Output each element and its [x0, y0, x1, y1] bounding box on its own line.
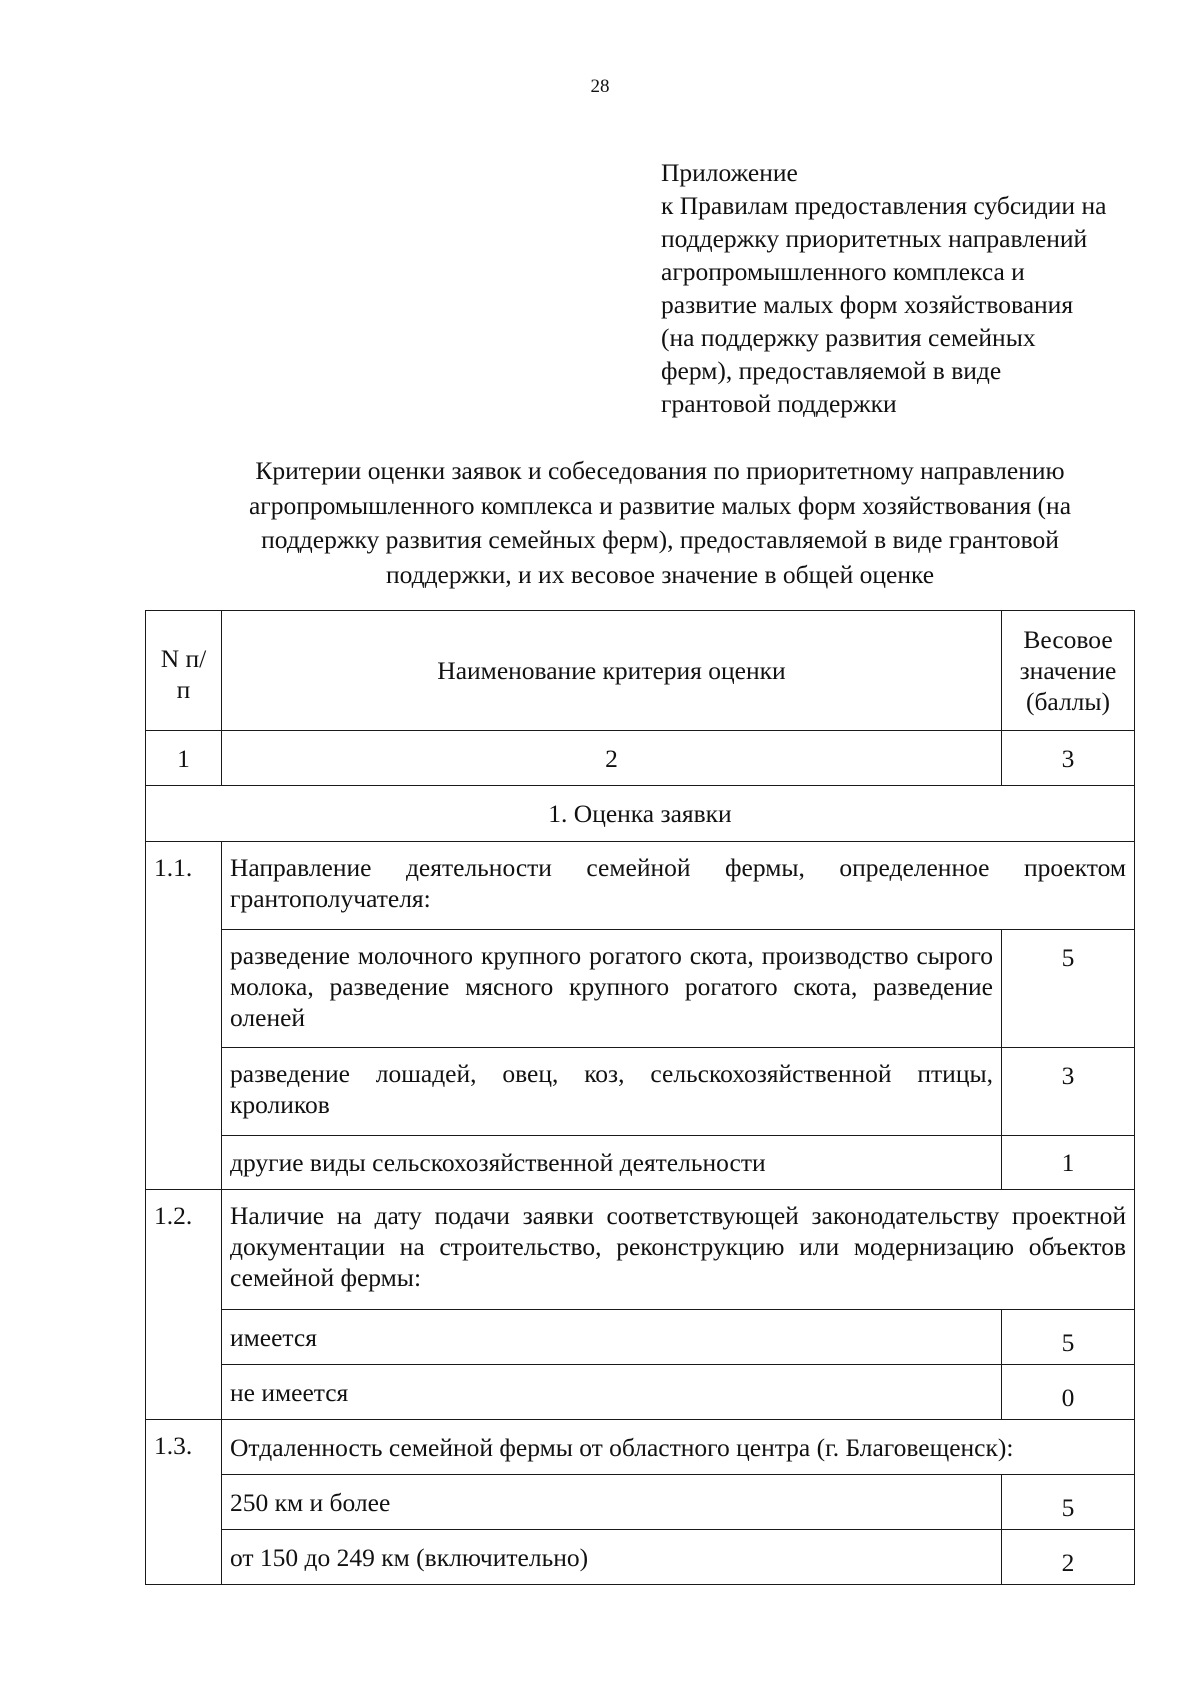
title-line: Критерии оценки заявок и собеседования по приоритетному направлению	[255, 456, 1065, 485]
option-label: 250 км и более	[222, 1475, 1002, 1530]
column-numbering-row	[146, 731, 1135, 786]
criterion-number: 1.1.	[146, 842, 222, 1190]
option-score: 5	[1002, 1475, 1135, 1530]
criterion-text: Наличие на дату подачи заявки соответствующей законодательству проектной документации на строительство, реконструкцию или модернизацию объектов семейной фермы:	[222, 1190, 1135, 1310]
option-label: не имеется	[222, 1365, 1002, 1420]
option-score: 5	[1002, 1310, 1135, 1365]
criterion-text: Отдаленность семейной фермы от областного центра (г. Благовещенск):	[222, 1420, 1135, 1475]
option-score: 0	[1002, 1365, 1135, 1420]
column-number-2: 2	[222, 731, 1002, 786]
table-row	[146, 930, 1135, 1048]
table-row	[146, 1365, 1135, 1420]
appendix-line: ферм), предоставляемой в виде	[661, 356, 1002, 385]
appendix-line: поддержку приоритетных направлений	[661, 224, 1088, 253]
option-score: 3	[1002, 1048, 1135, 1136]
appendix-line: Приложение	[661, 158, 798, 187]
page-number: 28	[590, 76, 610, 97]
title-line: поддержки, и их весовое значение в общей оценке	[385, 559, 935, 589]
option-label: разведение лошадей, овец, коз, сельскохозяйственной птицы, кроликов	[222, 1048, 1002, 1136]
header-weight: Весовое значение (баллы)	[1002, 611, 1135, 731]
appendix-line: агропромышленного комплекса и	[661, 257, 1025, 286]
option-label: от 150 до 249 км (включительно)	[222, 1530, 1002, 1585]
column-number-3: 3	[1002, 731, 1135, 786]
appendix-line: (на поддержку развития семейных	[661, 323, 1036, 352]
table-row	[146, 1310, 1135, 1365]
document-title	[150, 454, 1170, 592]
appendix-line: к Правилам предоставления субсидии на	[661, 191, 1107, 220]
criterion-number: 1.2.	[146, 1190, 222, 1420]
table-row	[146, 1190, 1135, 1310]
header-criterion: Наименование критерия оценки	[222, 611, 1002, 731]
table-row	[146, 1475, 1135, 1530]
title-line: агропромышленного комплекса и развитие малых форм хозяйствования (на	[248, 490, 1072, 520]
section-heading: 1. Оценка заявки	[146, 786, 1135, 842]
column-number-1: 1	[146, 731, 222, 786]
title-line: поддержку развития семейных ферм), предоставляемой в виде грантовой	[261, 525, 1059, 554]
table-row	[146, 1048, 1135, 1136]
option-score: 5	[1002, 930, 1135, 1048]
option-label: другие виды сельскохозяйственной деятельности	[222, 1136, 1002, 1190]
section-row	[146, 786, 1135, 842]
criteria-table	[145, 610, 1135, 1585]
table-row	[146, 1420, 1135, 1475]
option-score: 1	[1002, 1136, 1135, 1190]
option-score: 2	[1002, 1530, 1135, 1585]
appendix-line: развитие малых форм хозяйствования	[661, 290, 1074, 319]
criterion-number: 1.3.	[146, 1420, 222, 1585]
header-number: N п/п	[146, 611, 222, 731]
table-row	[146, 842, 1135, 930]
appendix-line: грантовой поддержки	[661, 389, 897, 418]
option-label: разведение молочного крупного рогатого скота, производство сырого молока, разведение мясного крупного рогатого скота, разведение оленей	[222, 930, 1002, 1048]
table-row	[146, 1136, 1135, 1190]
option-label: имеется	[222, 1310, 1002, 1365]
criterion-text: Направление деятельности семейной фермы, определенное проектом грантополучателя:	[222, 842, 1135, 930]
table-header-row	[146, 611, 1135, 731]
table-row	[146, 1530, 1135, 1585]
appendix-note	[661, 156, 1181, 420]
